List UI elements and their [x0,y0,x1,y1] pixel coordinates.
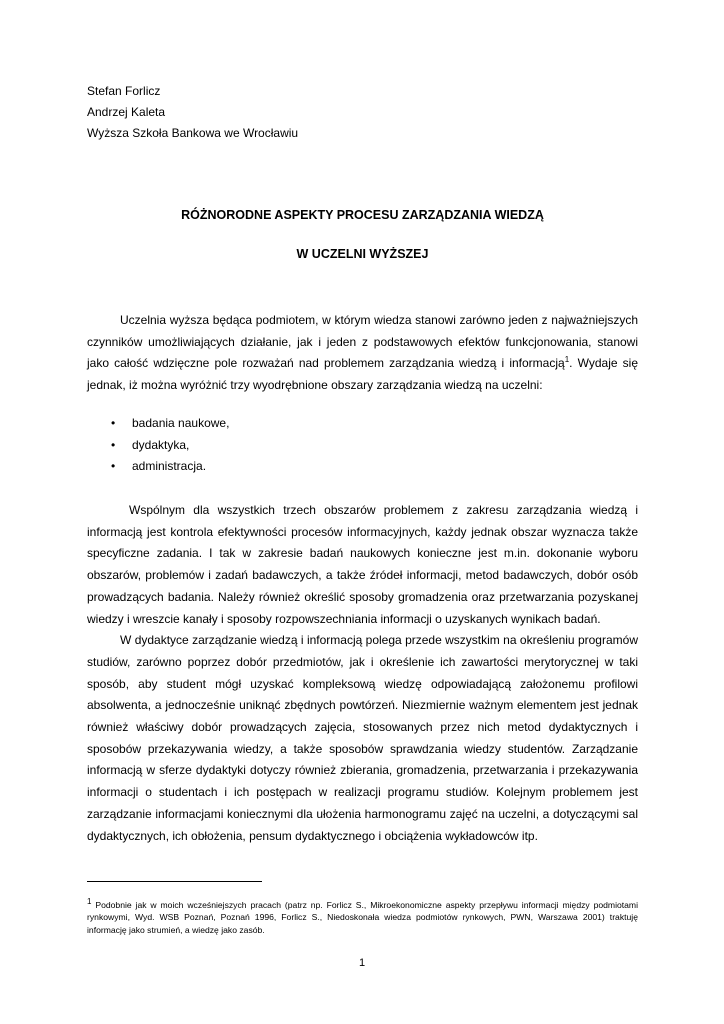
list-item [87,456,638,478]
bullet-icon: • [111,437,116,452]
body-paragraph: W dydaktyce zarządzanie wiedzą i informacją polega przede wszystkim na określeniu programów studiów, zarówno poprzez dobór przedmiotów, jak i określenie ich zawartości merytorycznej w taki sposób, aby student mógł uzyskać kompleksową wiedzę odpowiadającą założonemu profilowi absolwenta, a jednocześnie uniknąć zbędnych powtórzeń. Niezmiernie ważnym elementem jest jednak również właściwy dobór prowadzących zajęcia, stosowanych przez nich metod dydaktycznych i sposobów przekazywania wiedzy, a także sposobów sprawdzania wiedzy studentów. Zarządzanie informacją w sferze dydaktyki dotyczy również zbierania, gromadzenia, przetwarzania i przekazywania informacji o studentach i ich postępach w realizacji programu studiów. Kolejnym problemem jest zarządzanie informacjami koniecznymi dla ułożenia harmonogramu zajęć na uczelni, a dotyczącymi sal dydaktycznych, ich obłożenia, pensum dydaktycznego i obciążenia wykładowców itp. [87,633,638,843]
author-name: Stefan Forlicz [87,84,161,98]
body-paragraph: Wspólnym dla wszystkich trzech obszarów problemem z zakresu zarządzania wiedzą i informacją jest kontrola efektywności procesów informacyjnych, każdy jednak obszar wyznacza także specyficzne zadania. I tak w zakresie badań naukowych konieczne jest m.in. dokonanie wyboru obszarów, problemów i zadań badawczych, a także źródeł informacji, metod badawczych, dobór osób prowadzących badania. Należy również określić sposoby gromadzenia oraz przetwarzania pozyskanej wiedzy i wreszcie kanały i sposoby rozpowszechniania informacji o uzyskanych wynikach badań. [87,503,638,626]
list-item-text: administracja. [132,459,207,474]
bullet-icon: • [111,459,116,474]
intro-text-continued: . Wydaje się jednak, iż można wyróżnić trzy wyodrębnione obszary zarządzania wiedzą na uczelni: [87,356,639,393]
intro-text: Uczelnia wyższa będąca podmiotem, w którym wiedza stanowi zarówno jeden z najważniejszych czynników umożliwiających działanie, jak i jeden z podstawowych efektów funkcjonowania, stanowi jako całość wdzięczne pole rozważań nad problemem zarządzania wiedzą i informacją [87,313,638,371]
bullet-icon: • [111,416,116,430]
list-item-text: dydaktyka, [132,437,190,452]
author-block [87,81,537,144]
page-number: 1 [358,957,366,969]
footnote-reference[interactable]: 1 [564,355,570,365]
list-item [87,413,638,435]
main-body [87,500,638,847]
footnote-number: 1 [87,897,92,907]
author-name: Andrzej Kaleta [87,105,166,119]
author-affiliation: Wyższa Szkoła Bankowa we Wrocławiu [87,126,299,140]
intro-paragraph [87,310,638,397]
areas-list [87,413,638,478]
list-item-text: badania naukowe, [132,416,230,430]
document-title-line-2: W UCZELNI WYŻSZEJ [296,247,429,261]
footnote [87,899,638,936]
document-title-line-1: RÓŻNORODNE ASPEKTY PROCESU ZARZĄDZANIA WIEDZĄ [181,208,544,222]
footnote-divider [87,881,262,882]
footnote-text: Podobnie jak w moich wcześniejszych pracach (patrz np. Forlicz S., Mikroekonomiczne aspekty przepływu informacji między podmiotami rynkowymi, Wyd. WSB Poznań, Poznań 1996, Forlicz S., Niedoskonała wiedza podmiotów rynkowych, PWN, Warszawa 2001) traktuję informację jako strumień, a wiedzę jako zasób. [87,900,638,935]
list-item [87,435,638,457]
